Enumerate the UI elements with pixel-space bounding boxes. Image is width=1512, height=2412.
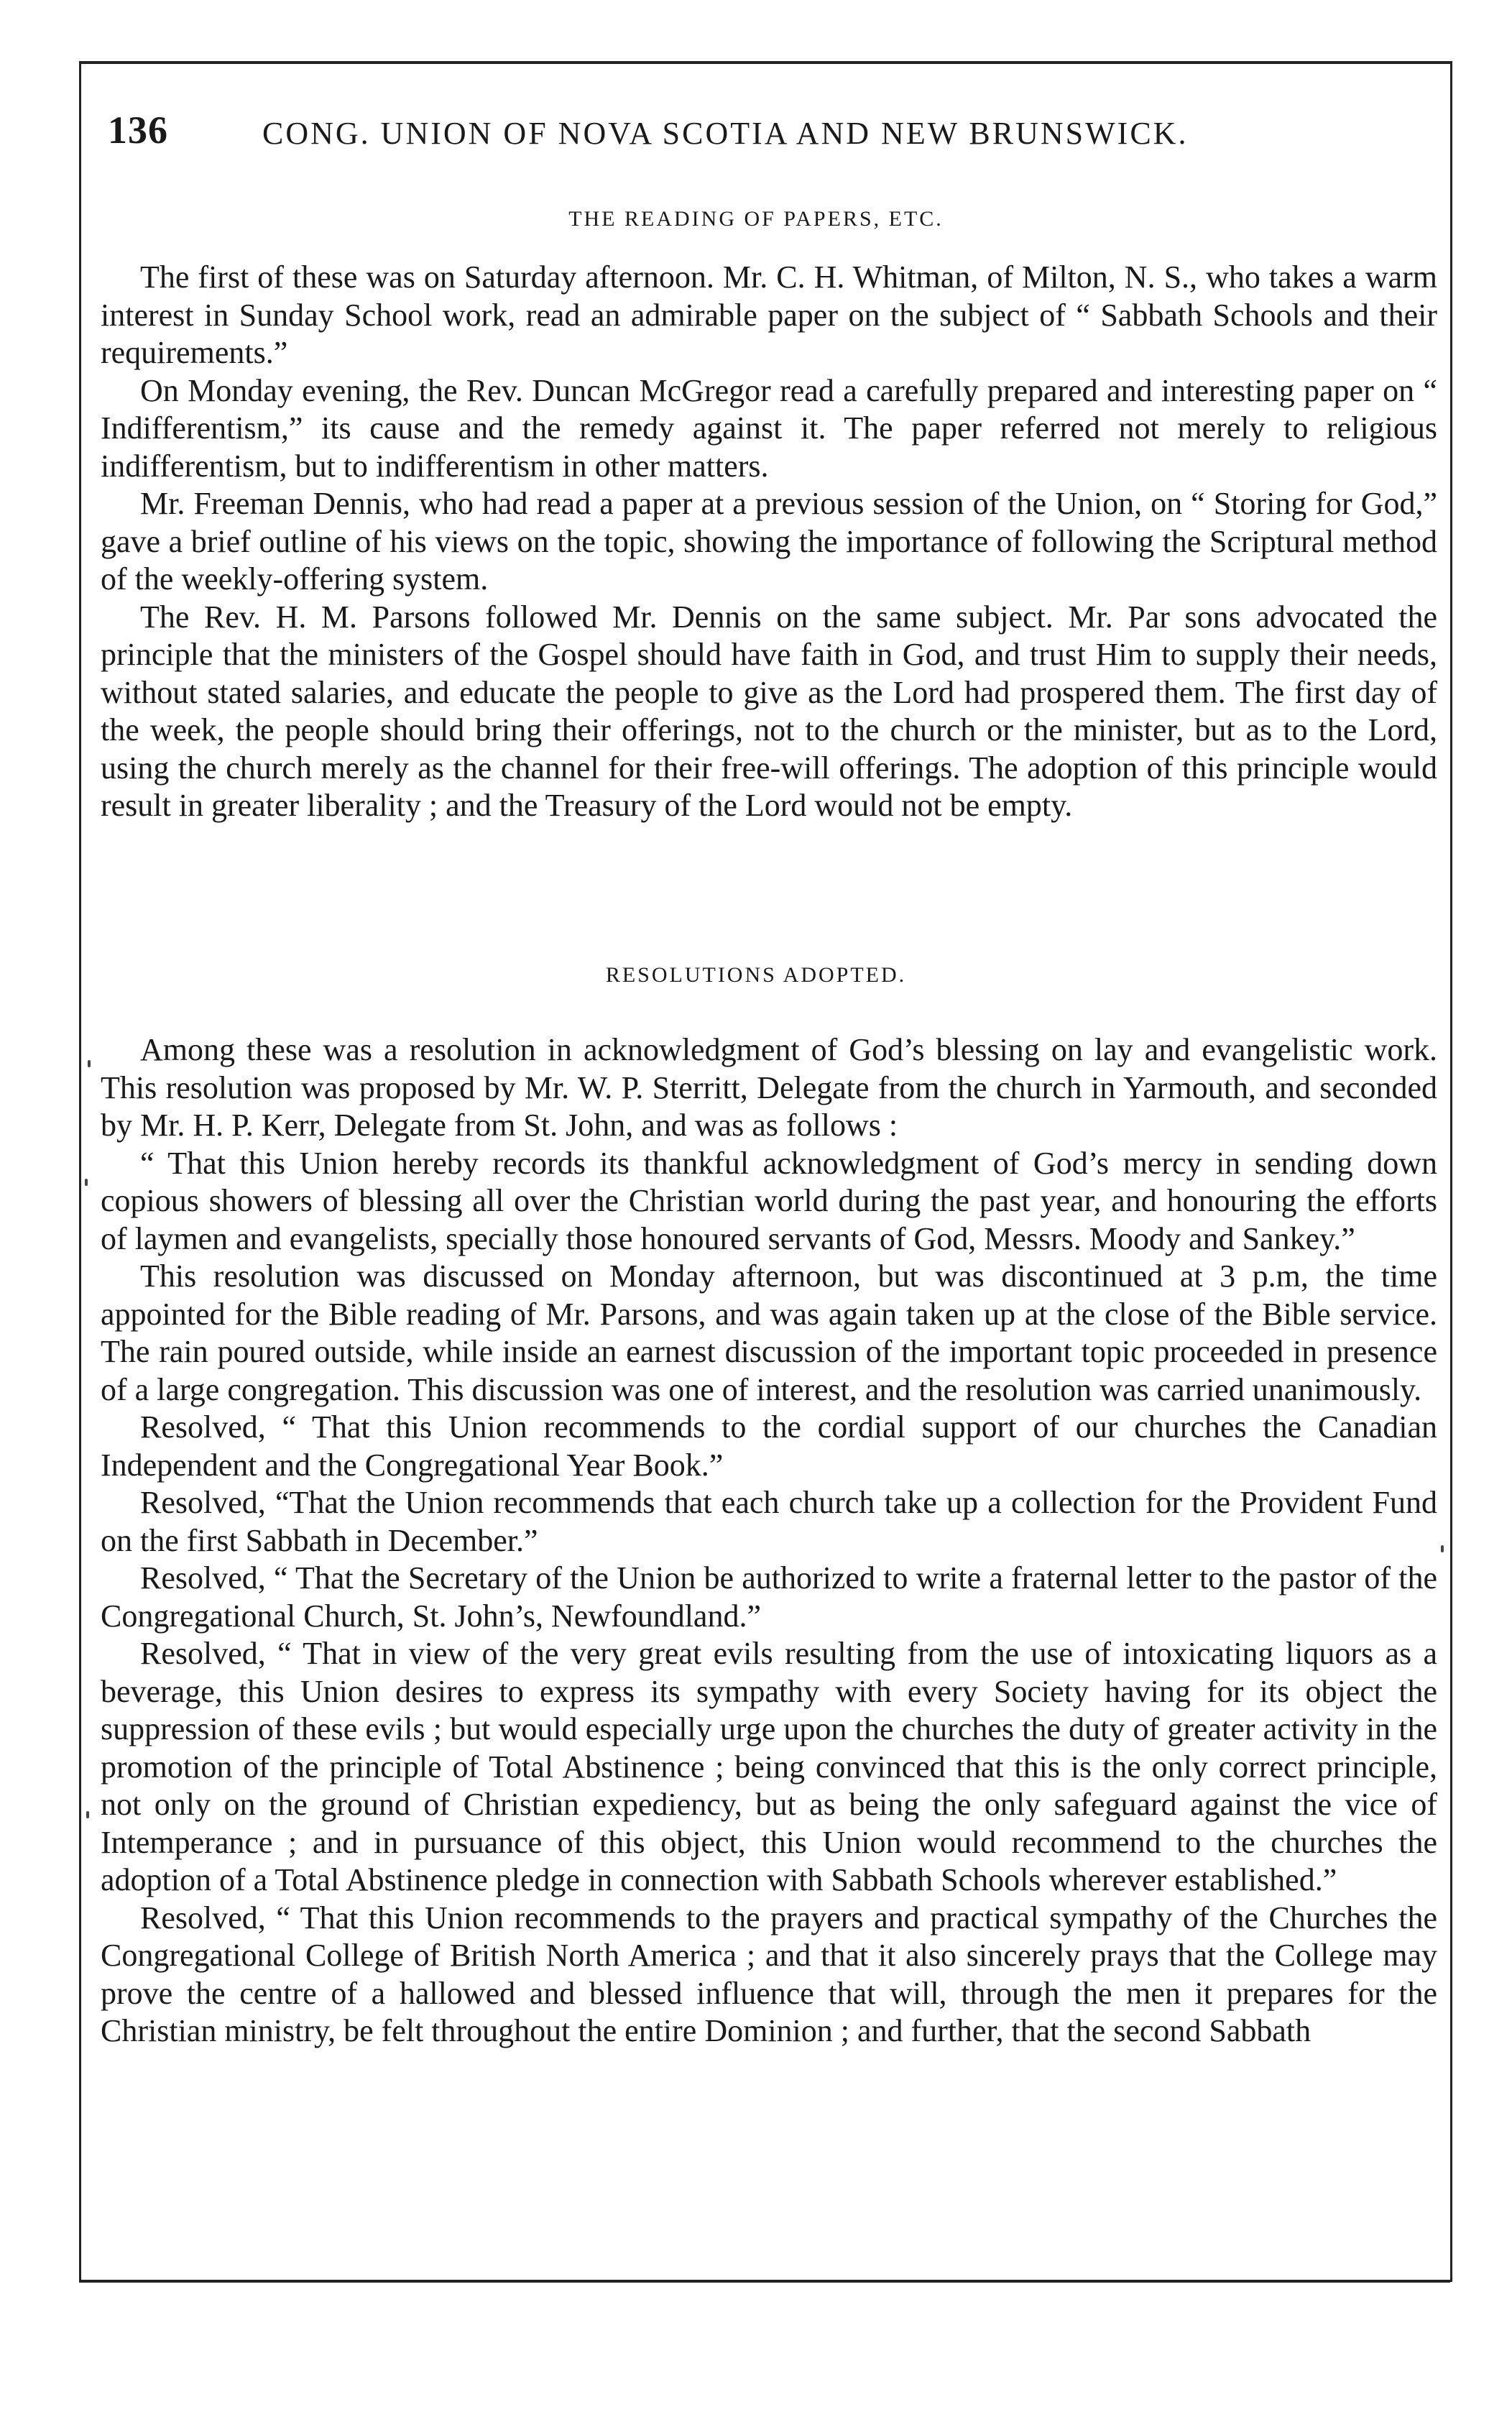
paragraph: On Monday evening, the Rev. Duncan McGregor read a carefully prepared and interesting paper on “ Indifferentism,” its cause and the remedy against it. The paper referred not merely to religious indifferentism, but to indifferentism in other matters. (101, 372, 1437, 484)
margin-speck (86, 1811, 89, 1818)
section-title-reading-of-papers: THE READING OF PAPERS, ETC. (568, 207, 944, 231)
paragraph: Among these was a resolution in acknowledgment of God’s blessing on lay and evangelistic work. This resolution was proposed by Mr. W. P. Sterritt, Delegate from the church in Yarmouth, and seconded by Mr. H. P. Kerr, Delegate from St. John, and was as follows : (101, 1032, 1437, 1143)
paragraph: Resolved, “ That in view of the very great evils resulting from the use of intoxicating liquors as a beverage, this Union desires to express its sympathy with every Society having for its object the suppression of these evils ; but would especially urge upon the churches the duty of greater activity in the promotion of the principle of Total Abstinence ; being convinced that this is the only correct principle, not only on the ground of Christian expediency, but as being the only safeguard against the vice of Intemperance ; and in pursuance of this object, this Union would recommend to the churches the adoption of a Total Abstinence pledge in connection with Sabbath Schools wherever established.” (101, 1636, 1437, 1897)
paragraph: Resolved, “ That the Secretary of the Union be authorized to write a fraternal letter to the pastor of the Congregational Church, St. John’s, Newfoundland.” (101, 1560, 1437, 1634)
margin-speck (1441, 1545, 1444, 1552)
paragraph: This resolution was discussed on Monday afternoon, but was discontinued at 3 p.m, the time appointed for the Bible reading of Mr. Parsons, and was again taken up at the close of the Bible service. The rain poured outside, while inside an earnest discussion of the important topic proceeded in presence of a large congregation. This discussion was one of interest, and the resolution was carried unanimously. (101, 1258, 1437, 1407)
paragraph: “ That this Union hereby records its thankful acknowledgment of God’s mercy in sending down copious showers of blessing all over the Christian world during the past year, and honouring the efforts of laymen and evangelists, specially those honoured servants of God, Messrs. Moody and Sankey.” (101, 1145, 1437, 1256)
section-title-resolutions: RESOLUTIONS ADOPTED. (605, 963, 907, 987)
page-number: 136 (108, 109, 168, 152)
paragraph: Mr. Freeman Dennis, who had read a paper at a previous session of the Union, on “ Storing for God,” gave a brief outline of his views on the topic, showing the importance of following the Scriptural method of the weekly-offering system. (101, 486, 1437, 597)
margin-speck (88, 1060, 91, 1067)
margin-speck (85, 1179, 88, 1186)
page-header (93, 108, 1437, 165)
paragraph: Resolved, “ That this Union recommends to the cordial support of our churches the Canadian Independent and the Congregational Year Book.” (101, 1409, 1437, 1483)
paragraph: The Rev. H. M. Parsons followed Mr. Dennis on the same subject. Mr. Par sons advocated the principle that the ministers of the Gospel should have faith in God, and trust Him to supply their needs, without stated salaries, and educate the people to give as the Lord had prospered them. The first day of the week, the people should bring their offerings, not to the church or the minister, but as to the Lord, using the church merely as the channel for their free-will offerings. The adoption of this principle would result in greater liberality ; and the Treasury of the Lord would not be empty. (101, 599, 1437, 823)
paragraph: Resolved, “That the Union recommends that each church take up a collection for the Provident Fund on the first Sabbath in December.” (101, 1485, 1437, 1558)
running-title: CONG. UNION OF NOVA SCOTIA AND NEW BRUNSWICK. (262, 116, 1189, 151)
section-reading-of-papers (101, 259, 1437, 825)
section-resolutions (101, 1031, 1437, 2050)
paragraph: The first of these was on Saturday afternoon. Mr. C. H. Whitman, of Milton, N. S., who takes a warm interest in Sunday School work, read an admirable paper on the subject of “ Sabbath Schools and their requirements.” (101, 259, 1437, 370)
bottom-rule (79, 2280, 1450, 2283)
paragraph: Resolved, “ That this Union recommends to the prayers and practical sympathy of the Churches the Congregational College of British North America ; and that it also sincerely prays that the College may prove the centre of a hallowed and blessed influence that will, through the men it prepares for the Christian ministry, be felt throughout the entire Dominion ; and further, that the second Sabbath (101, 1900, 1437, 2048)
